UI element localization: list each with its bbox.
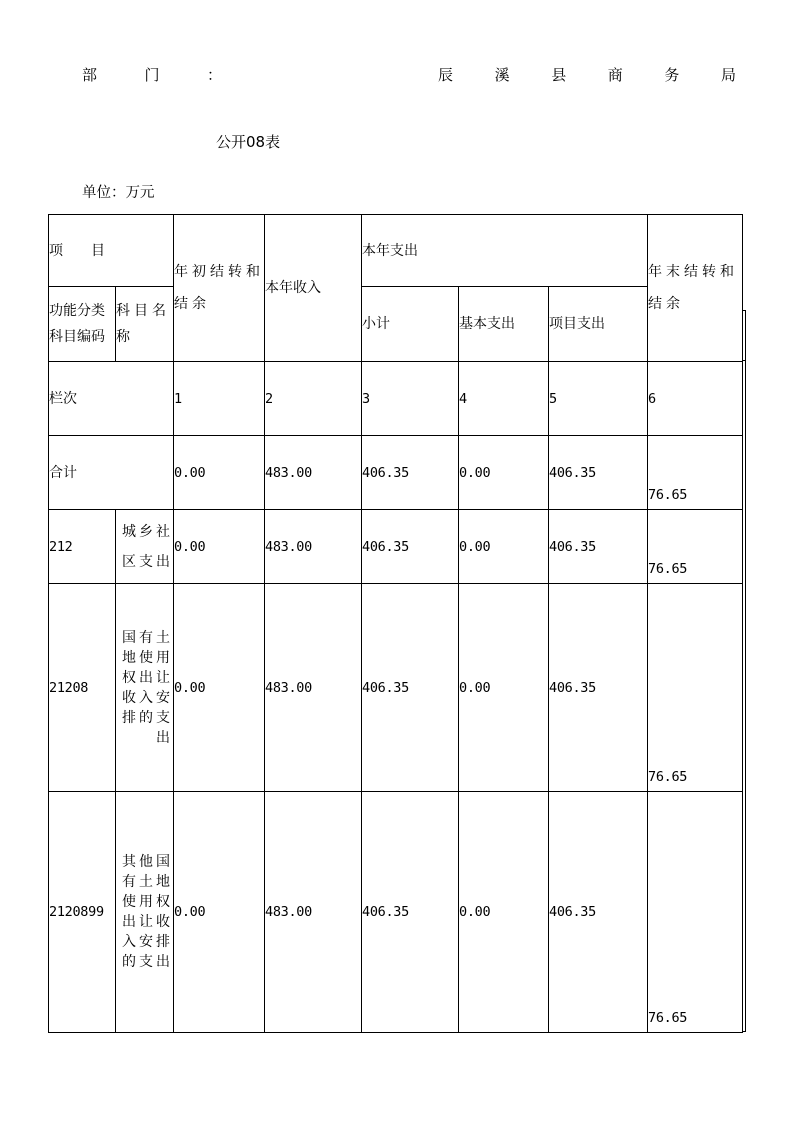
- department-label-char: ：: [206, 66, 222, 84]
- column-number-row: [49, 362, 743, 436]
- department-value-char: 县: [551, 66, 567, 84]
- total-begin: 0.00: [174, 436, 265, 510]
- row-income: 483.00: [265, 584, 362, 792]
- column-number: 3: [362, 362, 459, 436]
- row-income: 483.00: [265, 510, 362, 584]
- department-label-char: 门: [144, 66, 160, 84]
- row-basic: 0.00: [459, 584, 549, 792]
- subject-name-header: 科目名称: [116, 287, 174, 362]
- total-subtotal: 406.35: [362, 436, 459, 510]
- row-project: 406.35: [549, 792, 648, 1033]
- income-header: 本年收入: [265, 215, 362, 362]
- header-row-2: [49, 287, 743, 362]
- column-number: 4: [459, 362, 549, 436]
- item-header: 项 目: [49, 215, 174, 287]
- department-value-char: 辰: [438, 66, 454, 84]
- column-number: 2: [265, 362, 362, 436]
- basic-header: 基本支出: [459, 287, 549, 362]
- row-end: 76.65: [648, 510, 743, 584]
- row-project: 406.35: [549, 584, 648, 792]
- department-value-char: 务: [664, 66, 680, 84]
- department-value-char: 商: [607, 66, 623, 84]
- total-basic: 0.00: [459, 436, 549, 510]
- table-code: 公开08表: [216, 133, 281, 151]
- end-balance-header: 年末结转和结余: [648, 215, 743, 362]
- row-subtotal: 406.35: [362, 510, 459, 584]
- row-name: 其他国有土地使用权出让收入安排的支出: [116, 792, 174, 1033]
- total-income: 483.00: [265, 436, 362, 510]
- unit-label: 单位：万元: [82, 185, 155, 201]
- department-value-char: 溪: [494, 66, 510, 84]
- project-header: 项目支出: [549, 287, 648, 362]
- row-project: 406.35: [549, 510, 648, 584]
- row-code: 212: [49, 510, 116, 584]
- department-value-char: 局: [720, 66, 736, 84]
- total-row: [49, 436, 743, 510]
- row-code: 2120899: [49, 792, 116, 1033]
- column-number: 6: [648, 362, 743, 436]
- func-code-header: 功能分类科目编码: [49, 287, 116, 362]
- column-number: 5: [549, 362, 648, 436]
- row-begin: 0.00: [174, 510, 265, 584]
- row-end: 76.65: [648, 584, 743, 792]
- row-begin: 0.00: [174, 792, 265, 1033]
- row-subtotal: 406.35: [362, 584, 459, 792]
- row-begin: 0.00: [174, 584, 265, 792]
- column-number: 1: [174, 362, 265, 436]
- department-label: [82, 64, 222, 85]
- row-basic: 0.00: [459, 510, 549, 584]
- row-subtotal: 406.35: [362, 792, 459, 1033]
- row-name: 城乡社区支出: [116, 510, 174, 584]
- table-right-edge-line: [742, 1031, 746, 1032]
- total-end: 76.65: [648, 436, 743, 510]
- table-row: [49, 792, 743, 1033]
- department-value: [438, 64, 736, 85]
- header-row-1: [49, 215, 743, 287]
- column-number-label: 栏次: [49, 362, 174, 436]
- table-row: [49, 584, 743, 792]
- total-project: 406.35: [549, 436, 648, 510]
- table-right-edge: [742, 310, 746, 1032]
- row-code: 21208: [49, 584, 116, 792]
- table-right-edge-line: [742, 310, 746, 311]
- table-right-edge-line: [742, 360, 746, 361]
- department-label-char: 部: [82, 66, 98, 84]
- subtotal-header: 小计: [362, 287, 459, 362]
- row-end: 76.65: [648, 792, 743, 1033]
- begin-balance-header: 年初结转和结余: [174, 215, 265, 362]
- report-table: [48, 214, 743, 1033]
- total-label: 合计: [49, 436, 174, 510]
- row-income: 483.00: [265, 792, 362, 1033]
- expense-header: 本年支出: [362, 215, 648, 287]
- row-name: 国有土地使用权出让收入安排的支出: [116, 584, 174, 792]
- row-basic: 0.00: [459, 792, 549, 1033]
- table-row: [49, 510, 743, 584]
